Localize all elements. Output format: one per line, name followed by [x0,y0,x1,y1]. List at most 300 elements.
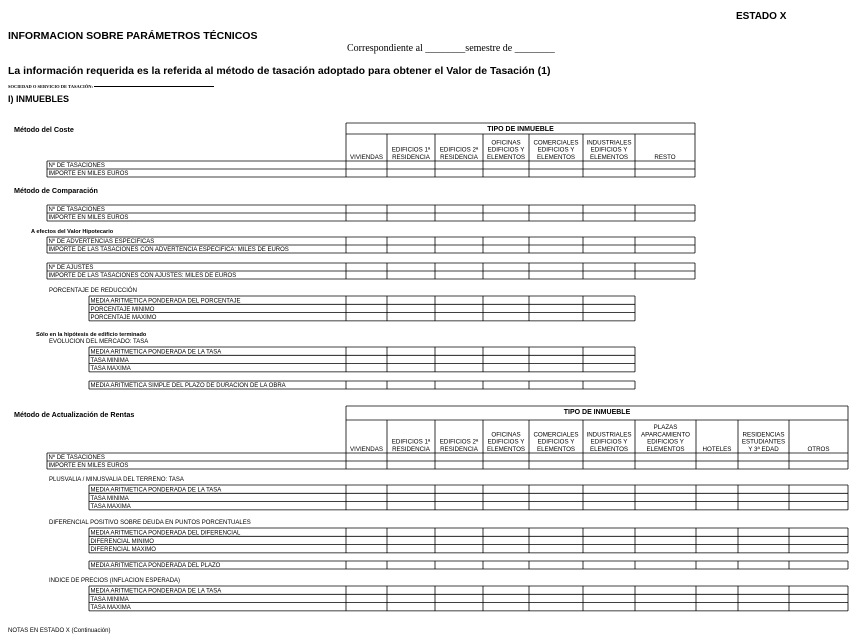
entry-cell[interactable] [739,502,789,509]
column-header-text: EDIFICIOS 1ª [391,146,431,154]
entry-cell[interactable] [388,214,435,221]
entry-cell[interactable] [347,529,387,536]
entry-cell[interactable] [530,206,583,213]
entry-cell[interactable] [530,603,583,610]
column-header-text: EDIFICIOS Y [487,146,525,154]
entry-cell[interactable] [436,502,483,509]
entry-cell[interactable] [484,494,529,501]
row-label-tasa-maxima: TASA MAXIMA [90,504,131,511]
entry-cell[interactable] [697,537,738,544]
entry-cell[interactable] [436,170,483,177]
entry-cell[interactable] [584,272,635,279]
entry-cell[interactable] [530,494,583,501]
entry-cell[interactable] [697,545,738,552]
entry-cell[interactable] [530,529,583,536]
entry-cell[interactable] [790,587,848,594]
entry-cell[interactable] [436,545,483,552]
entry-cell[interactable] [584,587,635,594]
row-label-media-porcentaje: MEDIA ARITMETICA PONDERADA DEL PORCENTAJE [90,298,241,305]
entry-cell[interactable] [636,246,695,253]
entry-cell[interactable] [530,502,583,509]
entry-cell[interactable] [790,502,848,509]
entry-cell[interactable] [388,162,435,169]
entry-cell[interactable] [584,537,635,544]
entry-cell[interactable] [636,462,696,469]
entry-cell[interactable] [584,356,635,363]
entry-cell[interactable] [584,313,635,320]
entry-cell[interactable] [697,502,738,509]
entry-cell[interactable] [530,313,583,320]
entry-cell[interactable] [636,238,695,245]
column-header-text: OTROS [807,446,830,453]
entry-cell[interactable] [388,297,435,304]
entry-cell[interactable] [388,545,435,552]
entry-cell[interactable] [790,537,848,544]
row-label-importe: IMPORTE EN MILES EUROS [48,215,129,222]
column-header-text: EDIFICIOS Y [537,438,575,446]
column-header-text: ELEMENTOS [486,446,526,453]
entry-cell[interactable] [484,305,529,312]
entry-cell[interactable] [388,206,435,213]
entry-cell[interactable] [484,486,529,493]
entry-cell[interactable] [388,454,435,461]
column-header-text: EDIFICIOS Y [537,146,575,154]
column-header-text: VIVIENDAS [349,154,384,161]
entry-cell[interactable] [347,364,387,371]
hipotesis-label: Sólo en la hipótesis de edificio terminado [36,332,147,338]
entry-cell[interactable] [697,486,738,493]
entry-cell[interactable] [484,529,529,536]
entry-cell[interactable] [530,356,583,363]
entry-cell[interactable] [530,462,583,469]
entry-cell[interactable] [636,545,696,552]
entry-cell[interactable] [584,348,635,355]
entry-cell[interactable] [347,214,387,221]
entry-cell[interactable] [388,305,435,312]
row-label-tasa-minima: TASA MINIMA [90,596,129,603]
entry-cell[interactable] [388,587,435,594]
column-header-text: OFICINAS [491,431,521,439]
entry-cell[interactable] [436,486,483,493]
entry-cell[interactable] [388,382,435,389]
entry-cell[interactable] [584,214,635,221]
entry-cell[interactable] [484,454,529,461]
entry-cell[interactable] [584,162,635,169]
entry-cell[interactable] [636,587,696,594]
column-header-text: ELEMENTOS [646,446,685,453]
entry-cell[interactable] [388,356,435,363]
column-header-text: ELEMENTOS [589,446,629,453]
entry-cell[interactable] [484,595,529,602]
row-label-importe: IMPORTE EN MILES EUROS [48,171,129,178]
entry-cell[interactable] [436,562,483,569]
entry-cell[interactable] [388,313,435,320]
entry-cell[interactable] [347,246,387,253]
entry-cell[interactable] [436,272,483,279]
entry-cell[interactable] [388,348,435,355]
entry-cell[interactable] [530,595,583,602]
entry-cell[interactable] [530,214,583,221]
entry-cell[interactable] [636,562,696,569]
entry-cell[interactable] [347,545,387,552]
entry-cell[interactable] [347,562,387,569]
entry-cell[interactable] [436,162,483,169]
entry-cell[interactable] [484,206,529,213]
entry-cell[interactable] [484,297,529,304]
entry-cell[interactable] [347,486,387,493]
row-label-diferencial-maximo: DIFERENCIAL MAXIMO [90,547,156,554]
entry-cell[interactable] [697,603,738,610]
entry-cell[interactable] [530,562,583,569]
entry-cell[interactable] [739,587,789,594]
period-line: Correspondiente al ________semestre de ________ [347,43,555,54]
column-header-text: COMERCIALES [533,431,579,439]
entry-cell[interactable] [636,272,695,279]
entry-cell[interactable] [636,502,696,509]
entry-cell[interactable] [530,297,583,304]
entry-cell[interactable] [436,595,483,602]
entry-cell[interactable] [436,356,483,363]
evolucion-label: EVOLUCION DEL MERCADO: TASA [49,339,149,345]
entry-cell[interactable] [484,603,529,610]
entry-cell[interactable] [530,348,583,355]
entry-cell[interactable] [436,603,483,610]
entry-cell[interactable] [584,494,635,501]
column-header-text: RESIDENCIA [440,446,478,453]
entry-cell[interactable] [790,494,848,501]
entry-cell[interactable] [636,494,696,501]
entry-cell[interactable] [347,537,387,544]
column-header-text: Y 3ª EDAD [748,446,779,453]
column-header-text: INDUSTRIALES [586,139,632,147]
entry-cell[interactable] [436,313,483,320]
plusvalia-label: PLUSVALIA / MINUSVALIA DEL TERRENO: TASA [49,477,184,483]
entry-cell[interactable] [484,246,529,253]
entry-cell[interactable] [636,264,695,271]
method-comparacion-label: Método de Comparación [14,186,98,195]
entry-cell[interactable] [790,595,848,602]
method-rentas-label: Método de Actualización de Rentas [14,410,135,419]
row-label-n-tasaciones: Nº DE TASACIONES [48,207,105,214]
entry-cell[interactable] [584,462,635,469]
entry-cell[interactable] [790,486,848,493]
entry-cell[interactable] [388,170,435,177]
entry-cell[interactable] [636,170,695,177]
entry-cell[interactable] [347,595,387,602]
entry-cell[interactable] [388,537,435,544]
entry-cell[interactable] [584,603,635,610]
entry-cell[interactable] [347,305,387,312]
entry-cell[interactable] [530,382,583,389]
entry-cell[interactable] [584,170,635,177]
row-label-porcentaje-minimo: PORCENTAJE MINIMO [90,306,155,313]
entry-cell[interactable] [697,595,738,602]
section-heading: I) INMUEBLES [8,94,70,104]
entry-cell[interactable] [790,529,848,536]
entry-cell[interactable] [436,364,483,371]
entry-cell[interactable] [484,238,529,245]
entry-cell[interactable] [484,264,529,271]
entry-cell[interactable] [584,305,635,312]
entry-cell[interactable] [436,305,483,312]
entry-cell[interactable] [484,170,529,177]
column-header-text: OFICINAS [491,139,521,147]
entry-cell[interactable] [484,382,529,389]
column-header-text: ELEMENTOS [486,154,526,161]
entry-cell[interactable] [697,562,738,569]
column-header-text: EDIFICIOS Y [647,438,684,446]
hipotecario-label: A efectos del Valor Hipotecario [31,229,114,235]
column-header-text: EDIFICIOS Y [590,146,628,154]
entry-cell[interactable] [484,272,529,279]
column-header-text: EDIFICIOS 2ª [439,438,479,446]
column-header-text: RESIDENCIA [440,154,478,161]
entry-cell[interactable] [584,238,635,245]
column-header-text: RESIDENCIAS [742,431,785,439]
row-label-media-tasa: MEDIA ARITMETICA PONDERADA DE LA TASA [90,588,222,595]
notes-label: NOTAS EN ESTADO X (Continuación) [8,628,111,634]
entry-cell[interactable] [388,603,435,610]
entry-cell[interactable] [739,562,789,569]
entry-cell[interactable] [584,264,635,271]
row-label-importe-ajustes: IMPORTE DE LAS TASACIONES CON AJUSTES: MILES DE EUROS [48,273,237,280]
page-subtitle: La información requerida es la referida al método de tasación adoptado para obtener el Valor de Tasación (1) [8,65,551,77]
column-header-text: ELEMENTOS [589,154,629,161]
column-header-text: EDIFICIOS 2ª [439,146,479,154]
entry-cell[interactable] [347,297,387,304]
entry-cell[interactable] [436,348,483,355]
entry-cell[interactable] [697,587,738,594]
entry-cell[interactable] [636,214,695,221]
row-label-n-ajustes: Nº DE AJUSTES [48,265,94,272]
entry-cell[interactable] [388,494,435,501]
entry-cell[interactable] [388,364,435,371]
entry-cell[interactable] [347,170,387,177]
row-label-media-tasa: MEDIA ARITMETICA PONDERADA DE LA TASA [90,487,222,494]
entry-cell[interactable] [530,305,583,312]
entry-cell[interactable] [436,238,483,245]
entry-cell[interactable] [436,454,483,461]
column-header-text: EDIFICIOS 1ª [391,438,431,446]
entry-cell[interactable] [739,486,789,493]
column-header-text: RESTO [654,154,676,161]
entry-cell[interactable] [347,382,387,389]
column-header-text: INDUSTRIALES [586,431,632,439]
entry-cell[interactable] [347,356,387,363]
entry-cell[interactable] [347,502,387,509]
row-label-tasa-minima: TASA MINIMA [90,357,129,364]
entry-cell[interactable] [697,462,738,469]
entry-cell[interactable] [739,462,789,469]
entry-cell[interactable] [636,603,696,610]
entry-cell[interactable] [347,462,387,469]
entry-cell[interactable] [530,264,583,271]
entry-cell[interactable] [739,545,789,552]
entry-cell[interactable] [636,162,695,169]
entry-cell[interactable] [530,587,583,594]
column-header-text: ELEMENTOS [536,446,576,453]
entry-cell[interactable] [790,562,848,569]
entry-cell[interactable] [636,537,696,544]
entry-cell[interactable] [436,214,483,221]
entry-cell[interactable] [436,382,483,389]
entry-cell[interactable] [347,313,387,320]
entry-cell[interactable] [790,545,848,552]
row-label-importe: IMPORTE EN MILES EUROS [48,463,129,470]
entry-cell[interactable] [388,272,435,279]
entry-cell[interactable] [584,545,635,552]
entry-cell[interactable] [388,595,435,602]
entry-cell[interactable] [436,537,483,544]
entry-cell[interactable] [347,454,387,461]
row-label-media-diferencial: MEDIA ARITMETICA PONDERADA DEL DIFERENCIAL [90,530,241,537]
column-header-text: HOTELES [702,446,732,453]
column-header-text: EDIFICIOS Y [590,438,628,446]
entry-cell[interactable] [584,502,635,509]
entry-cell[interactable] [484,356,529,363]
entry-cell[interactable] [347,238,387,245]
entry-cell[interactable] [347,587,387,594]
entry-cell[interactable] [388,486,435,493]
entry-cell[interactable] [584,595,635,602]
column-header-text: RESIDENCIA [392,154,430,161]
row-label-n-advertencias: Nº DE ADVERTENCIAS ESPECIFICAS [48,239,155,246]
row-label-importe-advertencia: IMPORTE DE LAS TASACIONES CON ADVERTENCIA ESPECIFICA: MILES DE EUROS [48,247,289,254]
entry-cell[interactable] [636,454,696,461]
entry-cell[interactable] [739,537,789,544]
entry-cell[interactable] [739,595,789,602]
entry-cell[interactable] [388,264,435,271]
indice-label: INDICE DE PRECIOS (INFLACION ESPERADA) [49,578,181,584]
entry-cell[interactable] [484,587,529,594]
entry-cell[interactable] [388,529,435,536]
column-header-text: COMERCIALES [533,139,579,147]
entry-cell[interactable] [530,537,583,544]
entry-cell[interactable] [347,162,387,169]
estado-label: ESTADO X [736,11,787,22]
entry-cell[interactable] [484,364,529,371]
entry-cell[interactable] [584,297,635,304]
entry-cell[interactable] [484,348,529,355]
entry-cell[interactable] [347,206,387,213]
porcentaje-label: PORCENTAJE DE REDUCCIÓN [49,288,137,294]
page-title: INFORMACION SOBRE PARÁMETROS TÉCNICOS [8,30,258,42]
row-label-media-plazo: MEDIA ARITMETICA PONDERADA DEL PLAZO [90,563,221,570]
entry-cell[interactable] [636,529,696,536]
column-header-text: RESIDENCIA [392,446,430,453]
entry-cell[interactable] [584,364,635,371]
row-label-n-tasaciones: Nº DE TASACIONES [48,163,105,170]
entry-cell[interactable] [436,206,483,213]
entry-cell[interactable] [530,454,583,461]
entry-cell[interactable] [530,246,583,253]
entry-cell[interactable] [636,595,696,602]
entry-cell[interactable] [436,297,483,304]
entry-cell[interactable] [347,348,387,355]
entry-cell[interactable] [388,502,435,509]
entry-cell[interactable] [484,162,529,169]
entry-cell[interactable] [530,486,583,493]
entry-cell[interactable] [584,382,635,389]
column-header-text: APARCAMIENTO [641,431,690,439]
column-header-text: ELEMENTOS [536,154,576,161]
entry-cell[interactable] [584,562,635,569]
entry-cell[interactable] [388,562,435,569]
sociedad-label: SOCIEDAD O SERVICIO DE TASACIÓN: [8,84,93,89]
entry-cell[interactable] [739,529,789,536]
entry-cell[interactable] [790,454,848,461]
row-label-n-tasaciones: Nº DE TASACIONES [48,455,105,462]
entry-cell[interactable] [388,462,435,469]
row-label-diferencial-minimo: DIFERENCIAL MINIMO [90,538,154,545]
entry-cell[interactable] [347,603,387,610]
entry-cell[interactable] [436,246,483,253]
entry-cell[interactable] [697,454,738,461]
entry-cell[interactable] [790,603,848,610]
entry-cell[interactable] [530,272,583,279]
entry-cell[interactable] [484,562,529,569]
column-header-text: EDIFICIOS Y [487,438,525,446]
entry-cell[interactable] [388,238,435,245]
entry-cell[interactable] [530,238,583,245]
entry-cell[interactable] [484,502,529,509]
entry-cell[interactable] [347,272,387,279]
entry-cell[interactable] [636,486,696,493]
column-header-text: PLAZAS [653,424,678,432]
entry-cell[interactable] [530,364,583,371]
entry-cell[interactable] [636,206,695,213]
column-header-text: ESTUDIANTES [741,438,786,446]
entry-cell[interactable] [484,214,529,221]
row-label-media-plazo-obra: MEDIA ARITMETICA SIMPLE DEL PLAZO DE DURACION DE LA OBRA [90,383,286,390]
entry-cell[interactable] [584,206,635,213]
entry-cell[interactable] [436,529,483,536]
row-label-tasa-minima: TASA MINIMA [90,495,129,502]
entry-cell[interactable] [584,454,635,461]
entry-cell[interactable] [347,264,387,271]
entry-cell[interactable] [584,529,635,536]
entry-cell[interactable] [739,454,789,461]
row-label-porcentaje-maximo: PORCENTAJE MAXIMO [90,315,157,322]
row-label-media-tasa: MEDIA ARITMETICA PONDERADA DE LA TASA [90,349,222,356]
diferencial-label: DIFERENCIAL POSITIVO SOBRE DEUDA EN PUNTOS PORCENTUALES [49,520,251,526]
entry-cell[interactable] [436,494,483,501]
entry-cell[interactable] [584,246,635,253]
entry-cell[interactable] [484,462,529,469]
entry-cell[interactable] [436,587,483,594]
entry-cell[interactable] [436,462,483,469]
entry-cell[interactable] [530,162,583,169]
tipo-inmueble-heading: TIPO DE INMUEBLE [563,409,631,416]
entry-cell[interactable] [697,494,738,501]
entry-cell[interactable] [739,494,789,501]
entry-cell[interactable] [347,494,387,501]
entry-cell[interactable] [436,264,483,271]
entry-cell[interactable] [388,246,435,253]
entry-cell[interactable] [530,170,583,177]
entry-cell[interactable] [484,313,529,320]
entry-cell[interactable] [790,462,848,469]
entry-cell[interactable] [584,486,635,493]
entry-cell[interactable] [530,545,583,552]
entry-cell[interactable] [484,545,529,552]
row-label-tasa-maxima: TASA MAXIMA [90,366,131,373]
entry-cell[interactable] [739,603,789,610]
tipo-inmueble-heading: TIPO DE INMUEBLE [487,126,554,133]
entry-cell[interactable] [484,537,529,544]
entry-cell[interactable] [697,529,738,536]
column-header-text: VIVIENDAS [349,446,384,453]
